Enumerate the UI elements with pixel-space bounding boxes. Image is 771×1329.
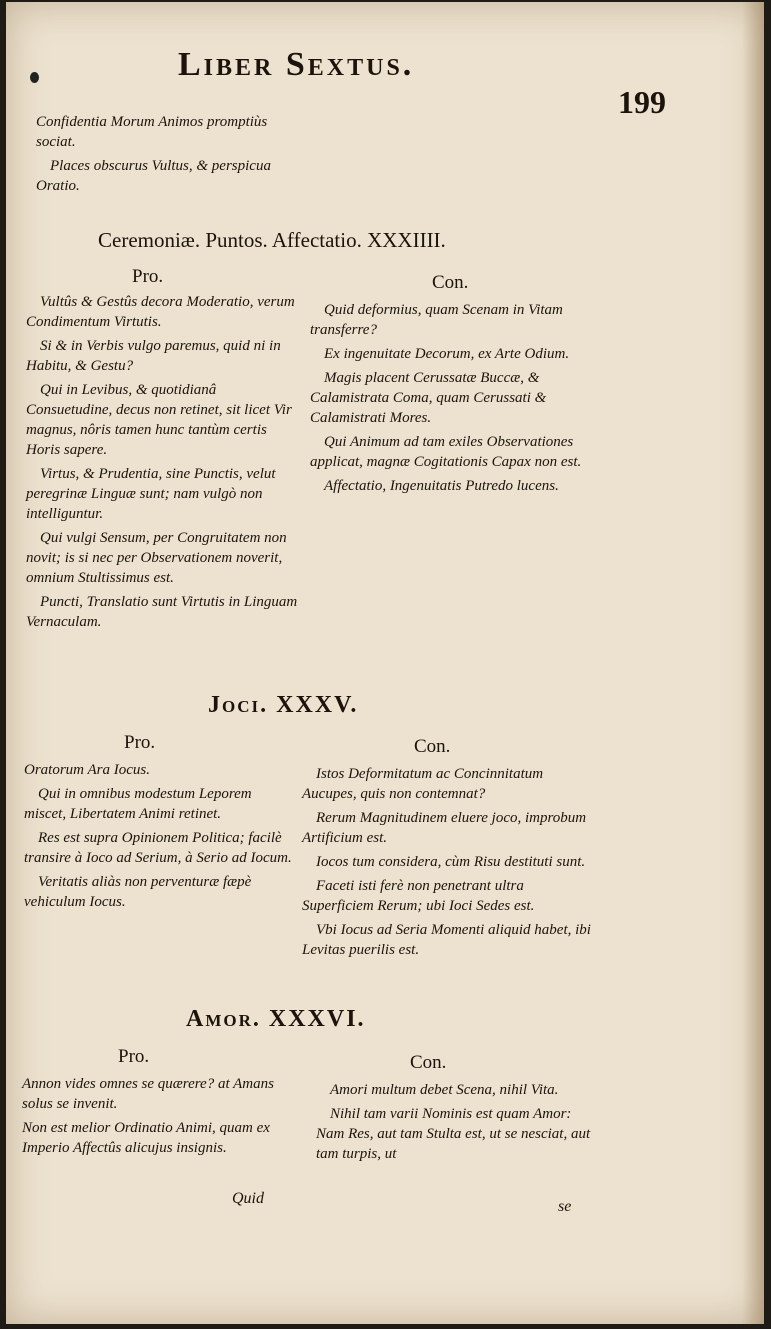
maxim: Veritatis aliàs non perventuræ fæpè vehiculum Iocus. bbox=[24, 874, 252, 910]
catchword-con: se bbox=[558, 1198, 572, 1215]
pro-heading: Pro. bbox=[132, 266, 164, 287]
maxim: Iocos tum considera, cùm Risu destituti sunt. bbox=[316, 854, 586, 870]
con-column bbox=[302, 764, 592, 964]
pro-heading: Pro. bbox=[124, 732, 156, 753]
book-page bbox=[6, 2, 764, 1324]
maxim: Puncti, Translatio sunt Virtutis in Linguam Vernaculam. bbox=[26, 594, 298, 630]
maxim: Non est melior Ordinatio Animi, quam ex Imperio Affectûs alicujus insignis. bbox=[22, 1120, 270, 1156]
maxim: Vbi Iocus ad Seria Momenti aliquid habet, ibi Levitas puerilis est. bbox=[302, 922, 591, 958]
maxim: Qui Animum ad tam exiles Observationes applicat, magnæ Cogitationis Capax non est. bbox=[310, 434, 582, 470]
section-heading-ceremoniae: Ceremoniæ. Puntos. Affectatio. XXXIIII. bbox=[98, 228, 446, 252]
maxim: Rerum Magnitudinem eluere joco, improbum Artificium est. bbox=[302, 810, 587, 846]
con-column bbox=[310, 300, 596, 500]
maxim: Qui in omnibus modestum Leporem miscet, Libertatem Animi retinet. bbox=[24, 786, 252, 822]
maxim: Oratorum Ara Iocus. bbox=[24, 762, 150, 778]
pro-column bbox=[22, 1074, 290, 1162]
maxim: Affectatio, Ingenuitatis Putredo lucens. bbox=[324, 478, 559, 494]
maxim: Virtus, & Prudentia, sine Punctis, velut peregrinæ Linguæ sunt; nam vulgò non intelliguntur. bbox=[26, 466, 276, 522]
maxim: Magis placent Cerussatæ Buccæ, & Calamistrata Coma, quam Cerussati & Calamistrati Mores. bbox=[310, 370, 547, 426]
maxim: Res est supra Opinionem Politica; facilè transire à Ioco ad Serium, à Serio ad Iocum. bbox=[24, 830, 292, 866]
intro-line: Confidentia Morum Animos promptiùs sociat. bbox=[36, 114, 268, 150]
page-number: 199 bbox=[618, 84, 666, 120]
section-heading-amor: Amor. XXXVI. bbox=[186, 1006, 366, 1032]
maxim: Istos Deformitatum ac Concinnitatum Aucupes, quis non contemnat? bbox=[302, 766, 544, 802]
pro-column bbox=[26, 292, 298, 636]
running-title: Liber Sextus. bbox=[178, 46, 415, 83]
intro-line: Places obscurus Vultus, & perspicua Oratio. bbox=[36, 158, 271, 194]
maxim: Qui in Levibus, & quotidianâ Consuetudine, decus non retinet, sit licet Vir magnus, nôris tamen hunc tantùm certis Horis sapere. bbox=[26, 382, 292, 458]
maxim: Qui vulgi Sensum, per Congruitatem non novit; is si nec per Observationem noverit, omnium Stultissimus est. bbox=[26, 530, 287, 586]
con-heading: Con. bbox=[410, 1052, 447, 1073]
maxim: Vultûs & Gestûs decora Moderatio, verum Condimentum Virtutis. bbox=[26, 294, 295, 330]
maxim: Annon vides omnes se quærere? at Amans solus se invenit. bbox=[22, 1076, 274, 1112]
maxim: Si & in Verbis vulgo paremus, quid ni in Habitu, & Gestu? bbox=[26, 338, 281, 374]
intro-block bbox=[36, 112, 308, 200]
page-edge-shadow bbox=[742, 2, 764, 1324]
catchword-pro: Quid bbox=[232, 1190, 264, 1207]
con-column bbox=[316, 1080, 596, 1168]
con-heading: Con. bbox=[414, 736, 451, 757]
maxim: Ex ingenuitate Decorum, ex Arte Odium. bbox=[324, 346, 570, 362]
maxim: Quid deformius, quam Scenam in Vitam transferre? bbox=[310, 302, 563, 338]
maxim: Nihil tam varii Nominis est quam Amor: Nam Res, aut tam Stulta est, ut se nesciat, aut tam turpis, ut bbox=[316, 1106, 591, 1162]
pro-heading: Pro. bbox=[118, 1046, 150, 1067]
ink-spot bbox=[30, 72, 39, 83]
maxim: Faceti isti ferè non penetrant ultra Superficiem Rerum; ubi Ioci Sedes est. bbox=[302, 878, 535, 914]
section-heading-joci: Joci. XXXV. bbox=[208, 692, 359, 718]
maxim: Amori multum debet Scena, nihil Vita. bbox=[330, 1082, 559, 1098]
con-heading: Con. bbox=[432, 272, 469, 293]
pro-column bbox=[24, 760, 296, 916]
